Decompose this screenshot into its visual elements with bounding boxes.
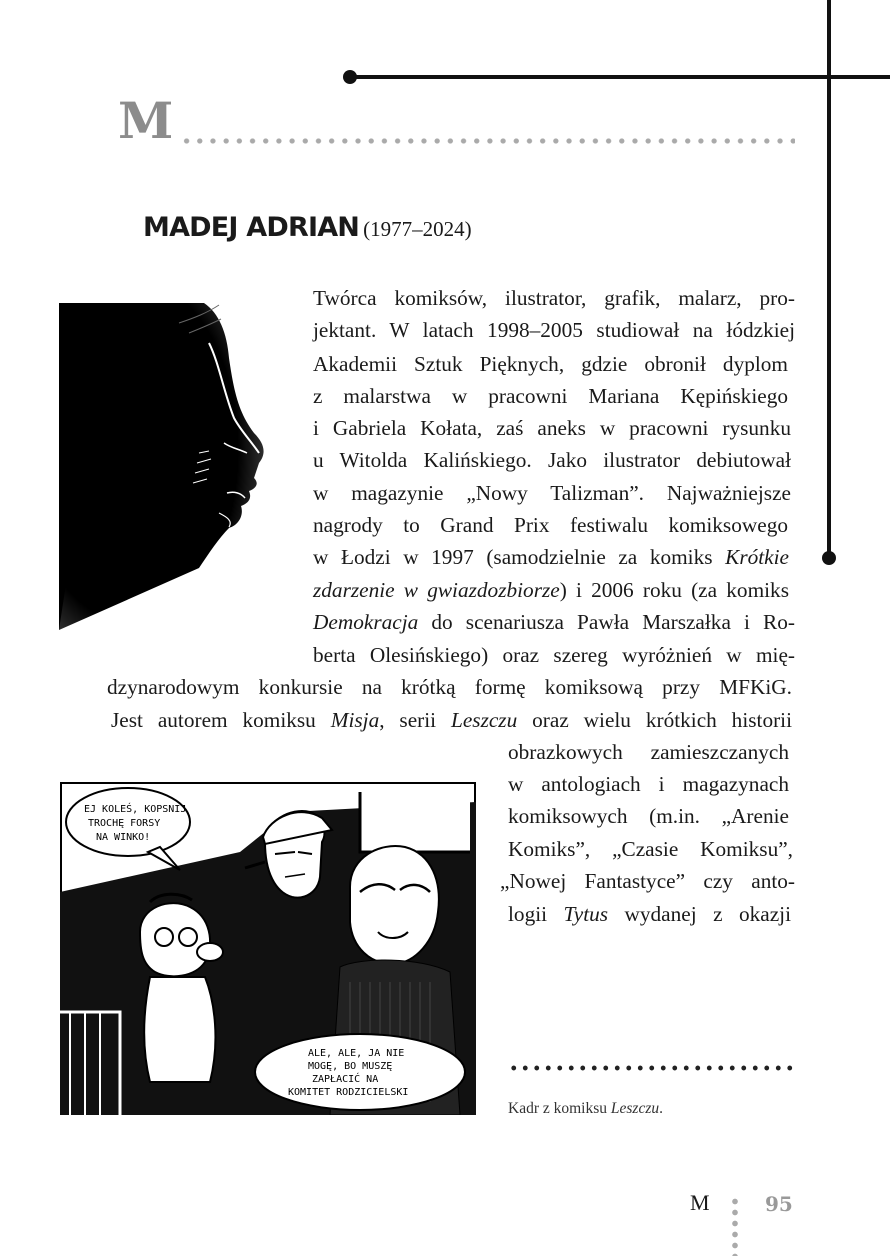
body-line-3: Akademii Sztuk Pięknych, gdzie obronił dyplom <box>313 352 788 376</box>
title-misja: Misja <box>330 708 380 732</box>
image-caption <box>508 1100 663 1118</box>
body-line-14-post: oraz wielu krótkich historii <box>517 708 793 732</box>
title-leszczu: Leszczu <box>450 708 518 732</box>
comic-balloon-top-line-1: EJ KOLEŚ, KOPSNIJ <box>84 804 187 815</box>
body-line-7: w magazynie „Nowy Talizman”. Najważniejsze <box>313 481 791 505</box>
body-line-20-pre: logii <box>508 902 564 926</box>
body-line-6: u Witolda Kalińskiego. Jako ilustrator debiutował <box>313 448 791 472</box>
footer-dots <box>731 1196 739 1256</box>
body-line-11-text: do scenariusza Pawła Marszałka i Ro- <box>418 610 795 634</box>
caption-pre: Kadr z komiksu <box>508 1100 611 1117</box>
body-line-10 <box>313 580 789 601</box>
footer-section-letter: M <box>690 1190 710 1215</box>
body-line-14-pre: Jest autorem komiksu <box>111 708 331 732</box>
section-letter: M <box>118 91 174 150</box>
comic-balloon-top-line-2: TROCHĘ FORSY <box>88 818 161 829</box>
dotted-divider-top <box>180 137 795 145</box>
rule-dot-bottom <box>822 551 836 565</box>
body-line-12: berta Olesińskiego) oraz szereg wyróżnień w mię- <box>313 643 795 667</box>
body-line-16: w antologiach i magazynach <box>508 772 789 796</box>
body-line-9 <box>313 547 789 568</box>
comic-balloon-bottom-line-2: MOGĘ, BO MUSZĘ <box>308 1061 393 1072</box>
title-tytus: Tytus <box>563 902 609 926</box>
comic-balloon-bottom-line-4: KOMITET RODZICIELSKI <box>288 1087 409 1098</box>
portrait-illustration <box>59 303 271 630</box>
body-line-10-text: ) i 2006 roku (za komiks <box>559 578 789 602</box>
body-line-14 <box>111 710 792 731</box>
body-line-20 <box>508 904 791 925</box>
vertical-rule <box>827 0 831 558</box>
comic-panel-illustration <box>60 782 476 1115</box>
comic-balloon-bottom-line-3: ZAPŁACIĆ NA <box>312 1074 379 1085</box>
caption-title: Leszczu <box>610 1100 660 1117</box>
body-line-1: Twórca komiksów, ilustrator, grafik, malarz, pro- <box>313 286 795 310</box>
body-line-5: i Gabriela Kołata, zaś aneks w pracowni rysunku <box>313 416 791 440</box>
entry-name: MADEJ ADRIAN <box>143 212 360 243</box>
body-line-8: nagrody to Grand Prix festiwalu komiksowego <box>313 513 788 537</box>
body-line-17: komiksowych (m.in. „Arenie <box>508 804 789 828</box>
body-line-20-post: wydanej z okazji <box>608 902 791 926</box>
body-line-2: jektant. W latach 1998–2005 studiował na łódzkiej <box>313 318 795 342</box>
title-demokracja: Demokracja <box>313 610 419 634</box>
body-line-11 <box>313 612 795 633</box>
body-line-19: „Nowej Fantastyce” czy anto- <box>500 869 795 893</box>
comic-balloon-top-line-3: NA WINKO! <box>96 832 151 843</box>
rule-dot-left <box>343 70 357 84</box>
body-line-14-mid: , serii <box>379 708 451 732</box>
title-zdarzenie: zdarzenie w gwiazdozbiorze <box>313 578 560 602</box>
entry-years: (1977–2024) <box>363 217 472 241</box>
title-krotkie: Krótkie <box>725 545 789 569</box>
body-line-13: dzynarodowym konkursie na krótką formę komiksową przy MFKiG. <box>107 675 792 699</box>
entry-heading <box>143 212 472 243</box>
body-line-15: obrazkowych zamieszczanych <box>508 740 789 764</box>
body-line-4: z malarstwa w pracowni Mariana Kępińskiego <box>313 384 788 408</box>
body-line-9-text: w Łodzi w 1997 (samodzielnie za komiks <box>313 545 726 569</box>
horizontal-rule <box>350 75 890 79</box>
comic-balloon-bottom-line-1: ALE, ALE, JA NIE <box>308 1048 405 1059</box>
page-number: 95 <box>765 1192 793 1216</box>
body-line-18: Komiks”, „Czasie Komiksu”, <box>508 837 793 861</box>
dotted-divider-caption <box>508 1064 794 1072</box>
caption-post: . <box>659 1100 663 1117</box>
